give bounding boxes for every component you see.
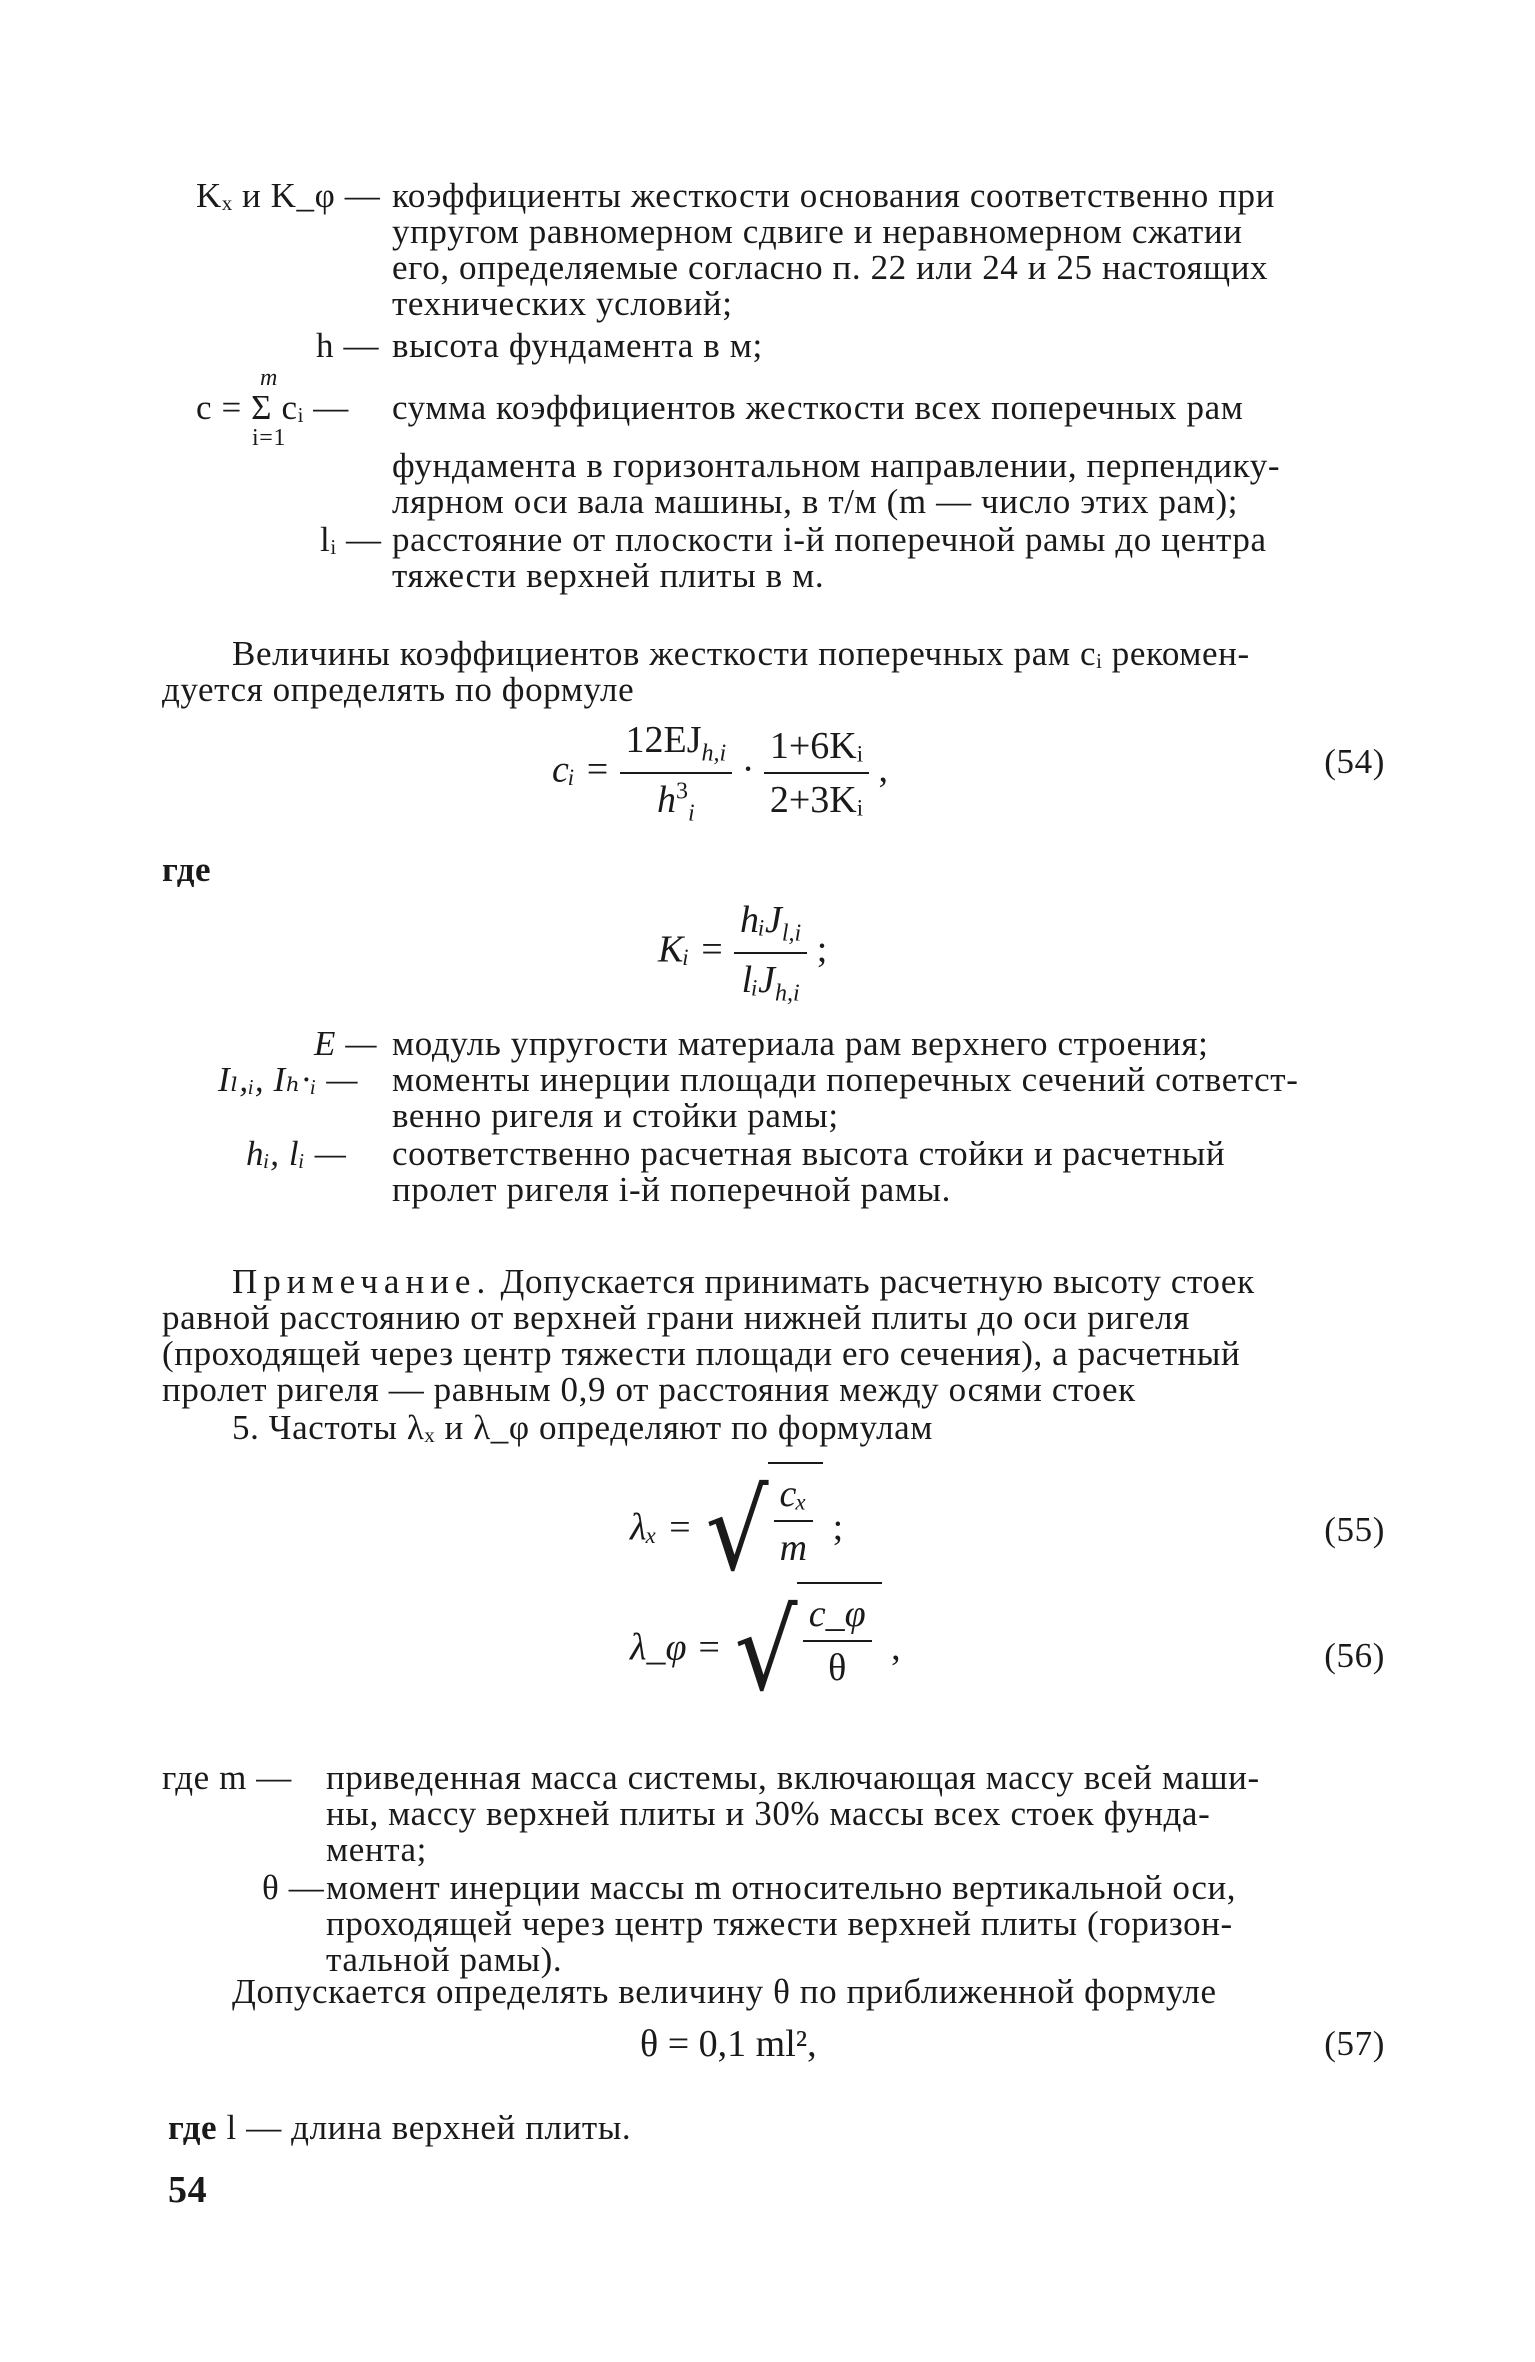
formula-lhs: Kᵢ = — [658, 928, 725, 971]
def-text: коэффициенты жесткости основания соответственно при — [392, 176, 1275, 215]
def-text: момент инерции массы m относительно вертикальной оси, — [326, 1868, 1237, 1907]
def-sym-hl: hᵢ, lᵢ — — [246, 1134, 347, 1173]
def-text: пролет ригеля i-й поперечной рамы. — [392, 1170, 951, 1209]
denominator: h — [657, 778, 677, 821]
def-text: тяжести верхней плиты в м. — [392, 556, 825, 595]
sqrt — [702, 1467, 823, 1595]
def-sym-theta: θ — — [262, 1868, 325, 1907]
fraction — [734, 898, 807, 1007]
where-label: где — [168, 2108, 218, 2147]
fraction — [774, 1472, 814, 1570]
denominator: θ — [828, 1647, 847, 1689]
punctuation: , — [891, 1626, 901, 1669]
denominator: lᵢJ — [741, 958, 775, 1001]
def-sym-l: lᵢ — — [320, 520, 382, 559]
def-sym-c: c = Σ cᵢ — — [196, 388, 349, 427]
def-text: лярном оси вала машины, в т/м (m — число этих рам); — [392, 482, 1239, 521]
paragraph-line: Допускается определять величину θ по приближенной формуле — [232, 1972, 1217, 2011]
def-text: высота фундамента в м; — [392, 326, 763, 365]
def-text: упругом равномерном сдвиге и неравномерном сжатии — [392, 212, 1243, 251]
subscript: h,i — [701, 740, 727, 767]
formula-57: θ = 0,1 ml², — [640, 2023, 817, 2065]
def-sym-h: h — — [316, 326, 380, 365]
punctuation: ; — [832, 1506, 844, 1549]
numerator: 12EJ — [625, 719, 702, 761]
numerator: hᵢJ — [740, 899, 782, 941]
numerator: c_φ — [803, 1592, 872, 1642]
def-text: ны, массу верхней плиты и 30% массы всех стоек фунда- — [326, 1794, 1211, 1833]
note-first-line — [232, 1264, 1255, 1300]
def-sym-m: где m — — [162, 1758, 292, 1797]
def-text: моменты инерции площади поперечных сечений сответст- — [392, 1060, 1299, 1099]
def-text: технических условий; — [392, 284, 733, 323]
multiply-dot: · — [741, 748, 755, 791]
def-sym-i: Iₗ,ᵢ, Iₕ·ᵢ — — [218, 1060, 359, 1099]
denominator: 2+3Kᵢ — [769, 778, 863, 821]
note-text: Допускается принимать расчетную высоту стоек — [491, 1262, 1255, 1301]
fraction — [620, 718, 733, 827]
sum-upper-limit: m — [260, 365, 278, 391]
def-text: проходящей через центр тяжести верхней плиты (горизон- — [326, 1904, 1233, 1943]
def-text: венно ригеля и стойки рамы; — [392, 1096, 839, 1135]
sqrt — [731, 1587, 881, 1715]
def-text: модуль упругости материала рам верхнего строения; — [392, 1024, 1209, 1063]
formula-k — [658, 898, 827, 1007]
where-last-line — [168, 2110, 631, 2146]
sum-lower-limit: i=1 — [252, 425, 287, 451]
paragraph-line: дуется определять по формуле — [162, 670, 635, 709]
note-text: равной расстоянию от верхней грани нижней плиты до оси ригеля — [162, 1298, 1190, 1337]
sqrt-sign-icon: √ — [705, 1467, 769, 1595]
def-text: фундамента в горизонтальном направлении, перпендику- — [392, 446, 1281, 485]
formula-lhs: λ_φ = — [630, 1626, 722, 1669]
formula-54 — [552, 718, 888, 827]
subscript: i — [688, 800, 695, 827]
numerator: 1+6Kᵢ — [764, 724, 869, 774]
note-text: пролет ригеля — равным 0,9 от расстояния между осями стоек — [162, 1370, 1136, 1409]
subscript: h,i — [775, 980, 800, 1007]
def-text: l — длина верхней плиты. — [217, 2108, 632, 2147]
def-text: мента; — [326, 1830, 427, 1869]
note-title: Примечание. — [232, 1262, 492, 1301]
superscript: 3 — [676, 777, 689, 804]
def-text: расстояние от плоскости i-й поперечной рамы до центра — [392, 520, 1267, 559]
def-sym-e: E — — [314, 1024, 378, 1063]
def-text: соответственно расчетная высота стойки и расчетный — [392, 1134, 1226, 1173]
formula-lhs: cᵢ = — [552, 748, 611, 791]
equation-number: (55) — [1324, 1510, 1385, 1549]
sqrt-sign-icon: √ — [734, 1587, 798, 1715]
equation-number: (57) — [1324, 2024, 1385, 2063]
def-text: сумма коэффициентов жесткости всех поперечных рам — [392, 388, 1244, 427]
equation-number: (56) — [1324, 1636, 1385, 1675]
fraction — [803, 1592, 872, 1690]
where-label: где — [162, 850, 212, 889]
fraction — [764, 724, 869, 822]
item-5: 5. Частоты λₓ и λ_φ определяют по формулам — [232, 1408, 934, 1447]
def-text: тальной рамы). — [326, 1940, 563, 1979]
def-text: приведенная масса системы, включающая массу всей маши- — [326, 1758, 1260, 1797]
paragraph-line: Величины коэффициентов жесткости поперечных рам cᵢ рекомен- — [232, 634, 1250, 673]
punctuation: ; — [816, 928, 828, 971]
numerator: cₓ — [774, 1472, 814, 1522]
formula-lhs: λₓ = — [630, 1506, 693, 1549]
equation-number: (54) — [1324, 742, 1385, 781]
punctuation: , — [878, 748, 888, 791]
def-text: его, определяемые согласно п. 22 или 24 и 25 настоящих — [392, 248, 1269, 287]
def-sym-k: Kₓ и K_φ — — [196, 176, 381, 215]
formula-55 — [630, 1467, 844, 1595]
denominator: m — [779, 1527, 808, 1569]
subscript: l,i — [781, 920, 802, 947]
note-text: (проходящей через центр тяжести площади его сечения), а расчетный — [162, 1334, 1241, 1373]
formula-56 — [630, 1587, 901, 1715]
page-number: 54 — [168, 2169, 208, 2211]
